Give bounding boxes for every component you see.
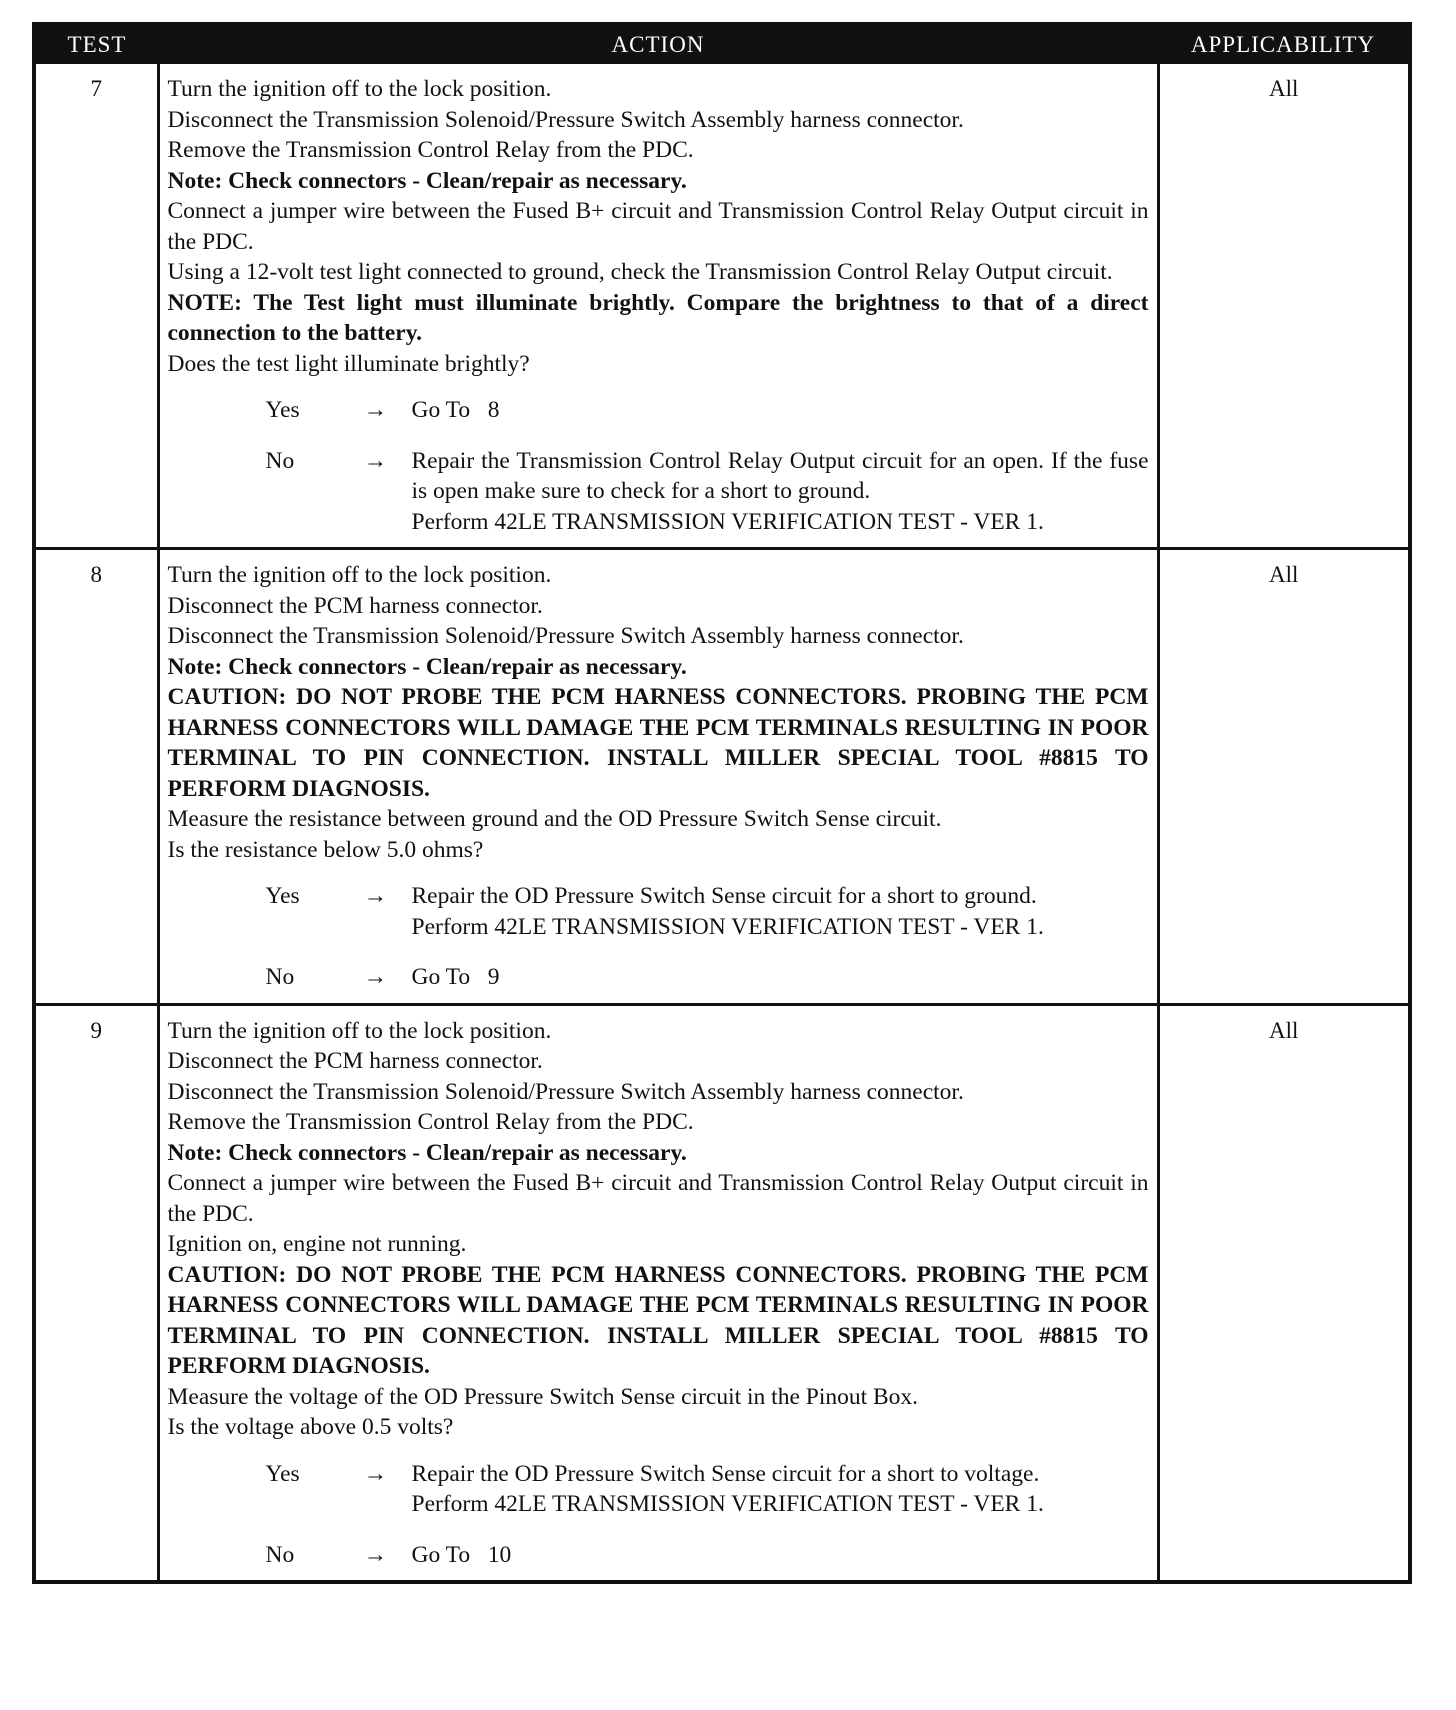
answer-no <box>168 446 1155 538</box>
instruction-text: Turn the ignition off to the lock position. <box>167 76 552 102</box>
table-row <box>36 549 1408 1005</box>
header-test: TEST <box>36 26 158 64</box>
test-number: 8 <box>36 549 158 1005</box>
table-row <box>36 1004 1408 1580</box>
instruction-text: Disconnect the Transmission Solenoid/Pressure Switch Assembly harness connector. <box>167 623 964 649</box>
header-applicability: APPLICABILITY <box>1158 26 1408 64</box>
applicability-value: All <box>1158 549 1408 1005</box>
instruction-text: Remove the Transmission Control Relay from the PDC. <box>167 137 694 163</box>
instruction-text: Disconnect the PCM harness connector. <box>167 592 543 619</box>
instruction-text: Remove the Transmission Control Relay from the PDC. <box>167 1109 694 1135</box>
note-text: Note: Check connectors - Clean/repair as necessary. <box>167 653 687 680</box>
answer-result <box>412 395 1149 426</box>
answer-result <box>412 1540 1149 1571</box>
test-number: 7 <box>36 64 158 549</box>
result-text: Go To 8 <box>411 397 500 423</box>
answer-no <box>168 1540 1149 1571</box>
instruction-text: Connect a jumper wire between the Fused B+ circuit and Transmission Control Relay Output circuit in the PDC. <box>167 1170 1149 1227</box>
instruction-text: Is the voltage above 0.5 volts? <box>167 1414 454 1440</box>
note-text: Note: Check connectors - Clean/repair as necessary. <box>167 1139 687 1166</box>
arrow-icon: → <box>363 964 387 990</box>
result-text: Repair the OD Pressure Switch Sense circuit for a short to voltage. <box>411 1460 1040 1487</box>
result-text: Go To 9 <box>411 964 500 990</box>
instruction-text: Measure the voltage of the OD Pressure Switch Sense circuit in the Pinout Box. <box>167 1383 919 1410</box>
note-text: Note: Check connectors - Clean/repair as necessary. <box>167 167 687 194</box>
table-body <box>36 64 1408 1580</box>
result-text: Perform 42LE TRANSMISSION VERIFICATION TEST - VER 1. <box>411 1491 1044 1517</box>
instruction-text: Does the test light illuminate brightly? <box>167 350 530 377</box>
instruction-text: Connect a jumper wire between the Fused B+ circuit and Transmission Control Relay Output circuit in the PDC. <box>167 198 1149 255</box>
instruction-text: Is the resistance below 5.0 ohms? <box>167 836 484 863</box>
arrow-icon: → <box>363 447 387 474</box>
instruction-text: Measure the resistance between ground and the OD Pressure Switch Sense circuit. <box>167 806 942 832</box>
action-cell <box>158 64 1158 549</box>
table-header <box>36 26 1408 64</box>
test-table <box>36 26 1408 1580</box>
note-text: CAUTION: DO NOT PROBE THE PCM HARNESS CONNECTORS. PROBING THE PCM HARNESS CONNECTORS WILL DAMAGE THE PCM TERMINALS RESULTING IN POOR TERMINAL TO PIN CONNECTION. INSTALL MILLER SPECIAL TOOL #8815 TO PERFORM DIAGNOSIS. <box>167 1261 1149 1379</box>
note-text: CAUTION: DO NOT PROBE THE PCM HARNESS CONNECTORS. PROBING THE PCM HARNESS CONNECTORS WILL DAMAGE THE PCM TERMINALS RESULTING IN POOR TERMINAL TO PIN CONNECTION. INSTALL MILLER SPECIAL TOOL #8815 TO PERFORM DIAGNOSIS. <box>167 684 1149 802</box>
arrow-icon: → <box>363 397 387 423</box>
instruction-text: Disconnect the PCM harness connector. <box>167 1048 543 1074</box>
instruction-text: Disconnect the Transmission Solenoid/Pressure Switch Assembly harness connector. <box>167 1078 964 1105</box>
answer-label: Yes <box>265 1460 300 1487</box>
table-row <box>36 64 1408 549</box>
answer-no <box>168 962 1149 993</box>
answer-list <box>168 881 1149 993</box>
answer-result <box>412 881 1149 942</box>
test-number: 9 <box>36 1004 158 1580</box>
answer-yes <box>168 881 1149 942</box>
applicability-value: All <box>1158 1004 1408 1580</box>
arrow-icon: → <box>363 883 387 909</box>
answer-result <box>412 962 1149 993</box>
answer-list <box>168 395 1155 537</box>
arrow-icon: → <box>363 1460 387 1487</box>
result-text: Perform 42LE TRANSMISSION VERIFICATION TEST - VER 1. <box>411 508 1044 535</box>
arrow-icon: → <box>363 1541 387 1568</box>
instruction-text: Ignition on, engine not running. <box>167 1231 467 1257</box>
answer-yes <box>168 395 1149 426</box>
answer-label: Yes <box>265 397 300 423</box>
applicability-value: All <box>1158 64 1408 549</box>
answer-label: Yes <box>265 883 300 909</box>
note-text: NOTE: The Test light must illuminate brightly. Compare the brightness to that of a direct connection to the battery. <box>167 289 1149 346</box>
result-text: Perform 42LE TRANSMISSION VERIFICATION TEST - VER 1. <box>411 913 1044 940</box>
diagnostic-test-table <box>32 22 1412 1584</box>
answer-result <box>411 446 1155 538</box>
instruction-text: Turn the ignition off to the lock position. <box>167 562 552 588</box>
result-text: Repair the Transmission Control Relay Output circuit for an open. If the fuse is open make sure to check for a short to ground. <box>411 447 1155 504</box>
answer-yes <box>168 1459 1149 1520</box>
answer-label: No <box>265 1541 295 1568</box>
result-text: Repair the OD Pressure Switch Sense circuit for a short to ground. <box>411 883 1037 909</box>
action-cell <box>158 1004 1158 1580</box>
action-cell <box>158 549 1158 1005</box>
header-action: ACTION <box>158 26 1158 64</box>
answer-list <box>168 1459 1149 1571</box>
instruction-text: Disconnect the Transmission Solenoid/Pressure Switch Assembly harness connector. <box>167 106 964 133</box>
answer-result <box>412 1459 1149 1520</box>
answer-label: No <box>265 964 295 990</box>
instruction-text: Using a 12-volt test light connected to ground, check the Transmission Control Relay Output circuit. <box>167 259 1113 285</box>
result-text: Go To 10 <box>411 1541 512 1568</box>
instruction-text: Turn the ignition off to the lock position. <box>167 1017 552 1044</box>
answer-label: No <box>265 447 295 474</box>
